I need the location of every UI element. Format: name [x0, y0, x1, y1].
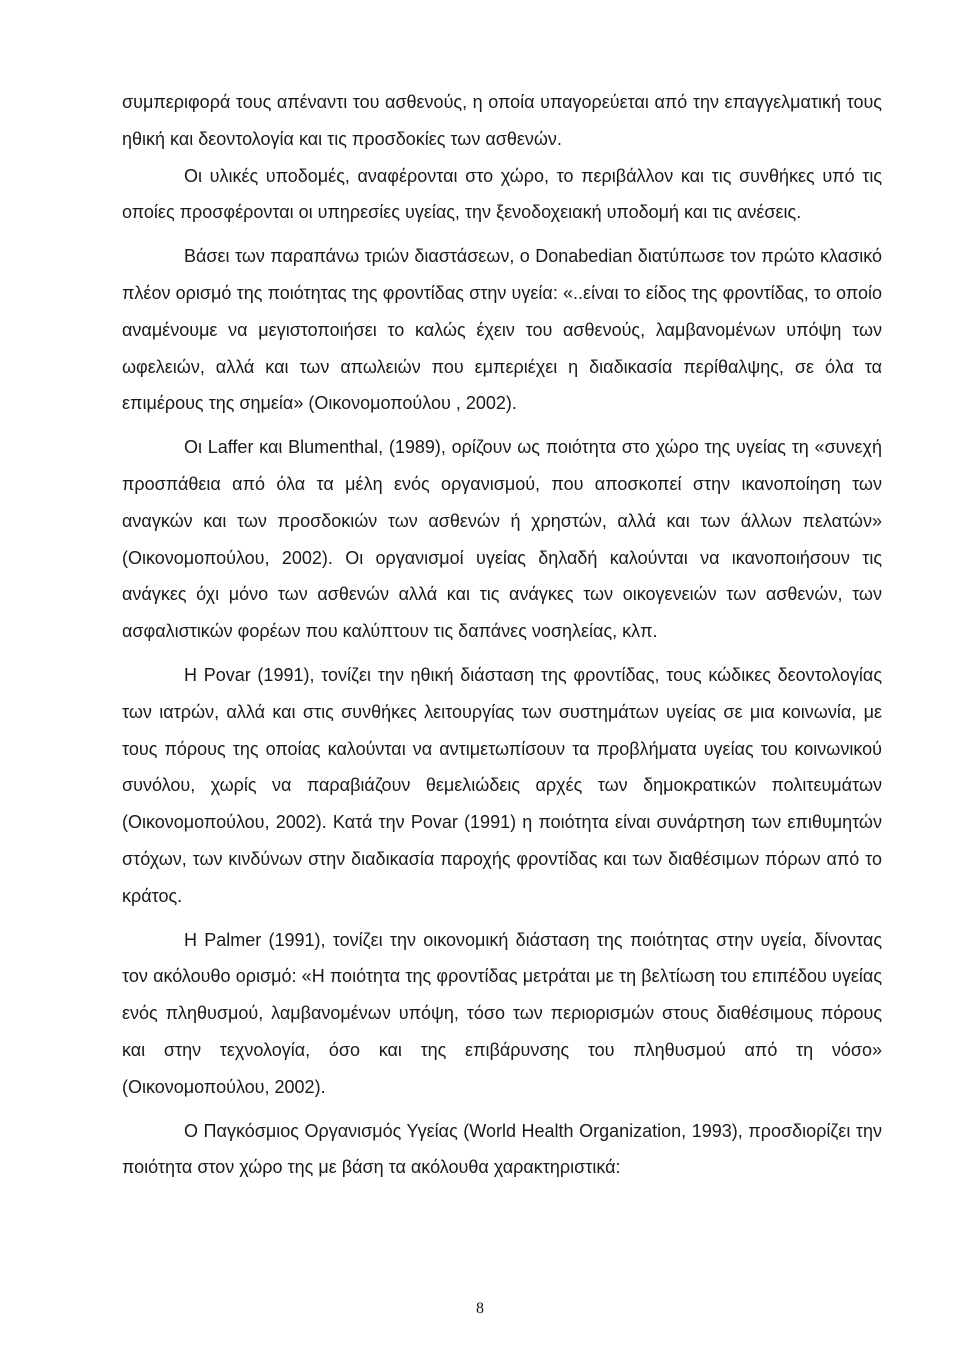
page-number: 8 [476, 1300, 484, 1317]
paragraph-continuation: συμπεριφορά τους απέναντι του ασθενούς, η οποία υπαγορεύεται από την επαγγελματική τους ηθική και δεοντολογία και τις προσδοκίες των ασθενών. [122, 92, 882, 149]
paragraph-material-infrastructure: Οι υλικές υποδομές, αναφέρονται στο χώρο, το περιβάλλον και τις συνθήκες υπό τις οποίες προσφέρονται οι υπηρεσίες υγείας, την ξενοδοχειακή υποδομή και τις ανέσεις. [122, 165, 882, 223]
paragraph-donabedian-definition: Βάσει των παραπάνω τριών διαστάσεων, ο Donabedian διατύπωσε τον πρώτο κλασικό πλέον ορισμό της ποιότητας της φροντίδας στην υγεία: «..είναι το είδος της φροντίδας, το οποίο αναμένουμε να μεγιστοποιήσει το καλώς έχειν του ασθενούς, λαμβανομένων υπόψη των ωφελειών, αλλά και των απωλειών που εμπεριέχει η διαδικασία περίθαλψης, σε όλα τα επιμέρους της σημεία» (Οικονομοπούλου , 2002). [122, 246, 882, 414]
paragraph-povar: Η Povar (1991), τονίζει την ηθική διάσταση της φροντίδας, τους κώδικες δεοντολογίας των ιατρών, αλλά και στις συνθήκες λειτουργίας των συστημάτων υγείας σε μια κοινωνία, με τους πόρους της οποίας καλούνται να αντιμετωπίσουν τα προβλήματα υγείας του κοινωνικού συνόλου, χωρίς να παραβιάζουν θεμελιώδεις αρχές των δημοκρατικών πολιτευμάτων (Οικονομοπούλου, 2002). Κατά την Povar (1991) η ποιότητα είναι συνάρτηση των επιθυμητών στόχων, των κινδύνων στην διαδικασία παροχής φροντίδας και των διαθέσιμων πόρων από το κράτος. [122, 664, 882, 906]
document-body [122, 84, 882, 1186]
paragraph-palmer: Η Palmer (1991), τονίζει την οικονομική διάσταση της ποιότητας στην υγεία, δίνοντας τον ακόλουθο ορισμό: «Η ποιότητα της φροντίδας μετράται με τη βελτίωση του επιπέδου υγείας ενός πληθυσμού, λαμβανομένων υπόψη, τόσο των περιορισμών στους διαθέσιμους πόρους και στην τεχνολογία, όσο και της επιβάρυνσης του πληθυσμού από τη νόσο» (Οικονομοπούλου, 2002). [122, 929, 882, 1097]
paragraph-who: Ο Παγκόσμιος Οργανισμός Υγείας (World Health Organization, 1993), προσδιορίζει την ποιότητα στον χώρο της με βάση τα ακόλουθα χαρακτηριστικά: [122, 1120, 882, 1178]
paragraph-laffer-blumenthal: Οι Laffer και Blumenthal, (1989), ορίζουν ως ποιότητα στο χώρο της υγείας τη «συνεχή προσπάθεια από όλα τα μέλη ενός οργανισμού, που αποσκοπεί στην ικανοποίηση των αναγκών και των προσδοκιών των ασθενών ή χρηστών, αλλά και των άλλων πελατών» (Οικονομοπούλου, 2002). Οι οργανισμοί υγείας δηλαδή καλούνται να ικανοποιήσουν τις ανάγκες όχι μόνο των ασθενών αλλά και τις ανάγκες των οικογενειών των ασθενών, των ασφαλιστικών φορέων που καλύπτουν τις δαπάνες νοσηλείας, κλπ. [122, 437, 882, 642]
